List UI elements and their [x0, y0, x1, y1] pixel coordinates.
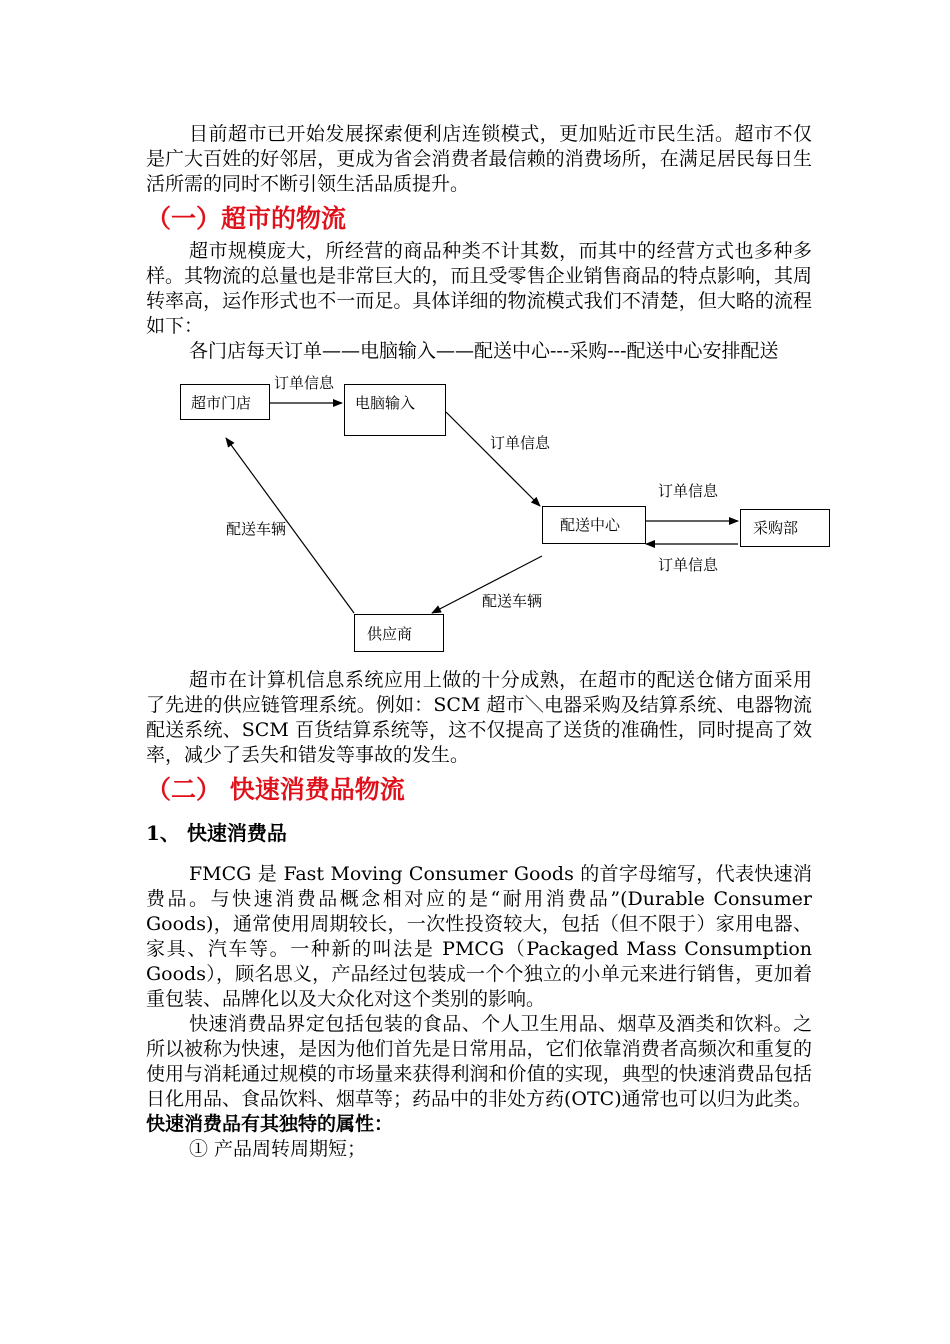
logistics-flow-diagram: [146, 366, 846, 668]
node-supplier-label: 供应商: [367, 625, 413, 643]
fmcg-scope-paragraph: 快速消费品界定包括包装的食品、个人卫生用品、烟草及酒类和饮料。之所以被称为快速，是因为他们首先是日常用品，它们依靠消费者高频次和重复的使用与消耗通过规模的市场量来获得利润和价值的实现，典型的快速消费品包括日化用品、食品饮料、烟草等；药品中的非处方药(OTC)通常也可以归为此类。: [146, 1013, 812, 1110]
edge-label-supplier-to-store: 配送车辆: [226, 520, 287, 538]
node-distribution-center-label: 配送中心: [560, 516, 621, 534]
edge-label-purchase-to-dc: 订单信息: [658, 556, 719, 574]
subheading-fmcg: 1、 快速消费品: [146, 821, 287, 845]
edge-label-dc-to-purchase: 订单信息: [658, 482, 719, 500]
fmcg-definition-paragraph: FMCG 是 Fast Moving Consumer Goods 的首字母缩写，代表快速消费品。与快速消费品概念相对应的是“耐用消费品”(Durable Consumer Goods)，通常使用周期较长，一次性投资较大，包括（但不限于）家用电器、家具、汽车等。一种新的叫法是 PMCG（Packaged Mass Consumption Goods），顾名思义，产品经过包装成一个个独立的小单元来进行销售，更加着重包装、品牌化以及大众化对这个类别的影响。: [146, 863, 812, 1010]
supermarket-logistics-paragraph: 超市规模庞大，所经营的商品种类不计其数，而其中的经营方式也多种多样。其物流的总量也是非常巨大的，而且受零售企业销售商品的特点影响，其周转率高，运作形式也不一而足。具体详细的物流模式我们不清楚，但大略的流程如下：: [146, 240, 812, 337]
edge-label-dc-to-supplier: 配送车辆: [482, 592, 543, 610]
intro-paragraph: 目前超市已开始发展探索便利店连锁模式，更加贴近市民生活。超市不仅是广大百姓的好邻居，更成为省会消费者最信赖的消费场所，在满足居民每日生活所需的同时不断引领生活品质提升。: [146, 123, 812, 195]
node-computer-input-label: 电脑输入: [355, 394, 416, 412]
node-supplier: [354, 614, 444, 652]
document-page: [146, 122, 812, 1162]
process-flow-text: 各门店每天订单——电脑输入——配送中心---采购---配送中心安排配送: [189, 340, 779, 362]
fmcg-attributes-title: 快速消费品有其独特的属性：: [146, 1113, 394, 1135]
arrow-computer-to-dc: [446, 412, 540, 506]
node-distribution-center: [542, 506, 646, 544]
node-purchasing: [740, 509, 830, 547]
node-store: [180, 384, 270, 420]
section-heading-fmcg-logistics: （二） 快速消费品物流: [146, 775, 405, 804]
information-system-paragraph: 超市在计算机信息系统应用上做的十分成熟，在超市的配送仓储方面采用了先进的供应链管理系统。例如：SCM 超市＼电器采购及结算系统、电器物流配送系统、SCM 百货结算系统等，这不仅提高了送货的准确性，同时提高了效率，减少了丢失和错发等事故的发生。: [146, 669, 812, 766]
edge-label-computer-to-dc: 订单信息: [490, 434, 551, 452]
fmcg-attribute-item-1: ① 产品周转周期短；: [189, 1138, 367, 1160]
node-computer-input: [344, 384, 446, 436]
edge-label-store-to-computer: 订单信息: [274, 374, 335, 392]
section-heading-supermarket-logistics: （一）超市的物流: [146, 204, 347, 233]
node-purchasing-label: 采购部: [753, 519, 799, 537]
node-store-label: 超市门店: [191, 394, 252, 412]
